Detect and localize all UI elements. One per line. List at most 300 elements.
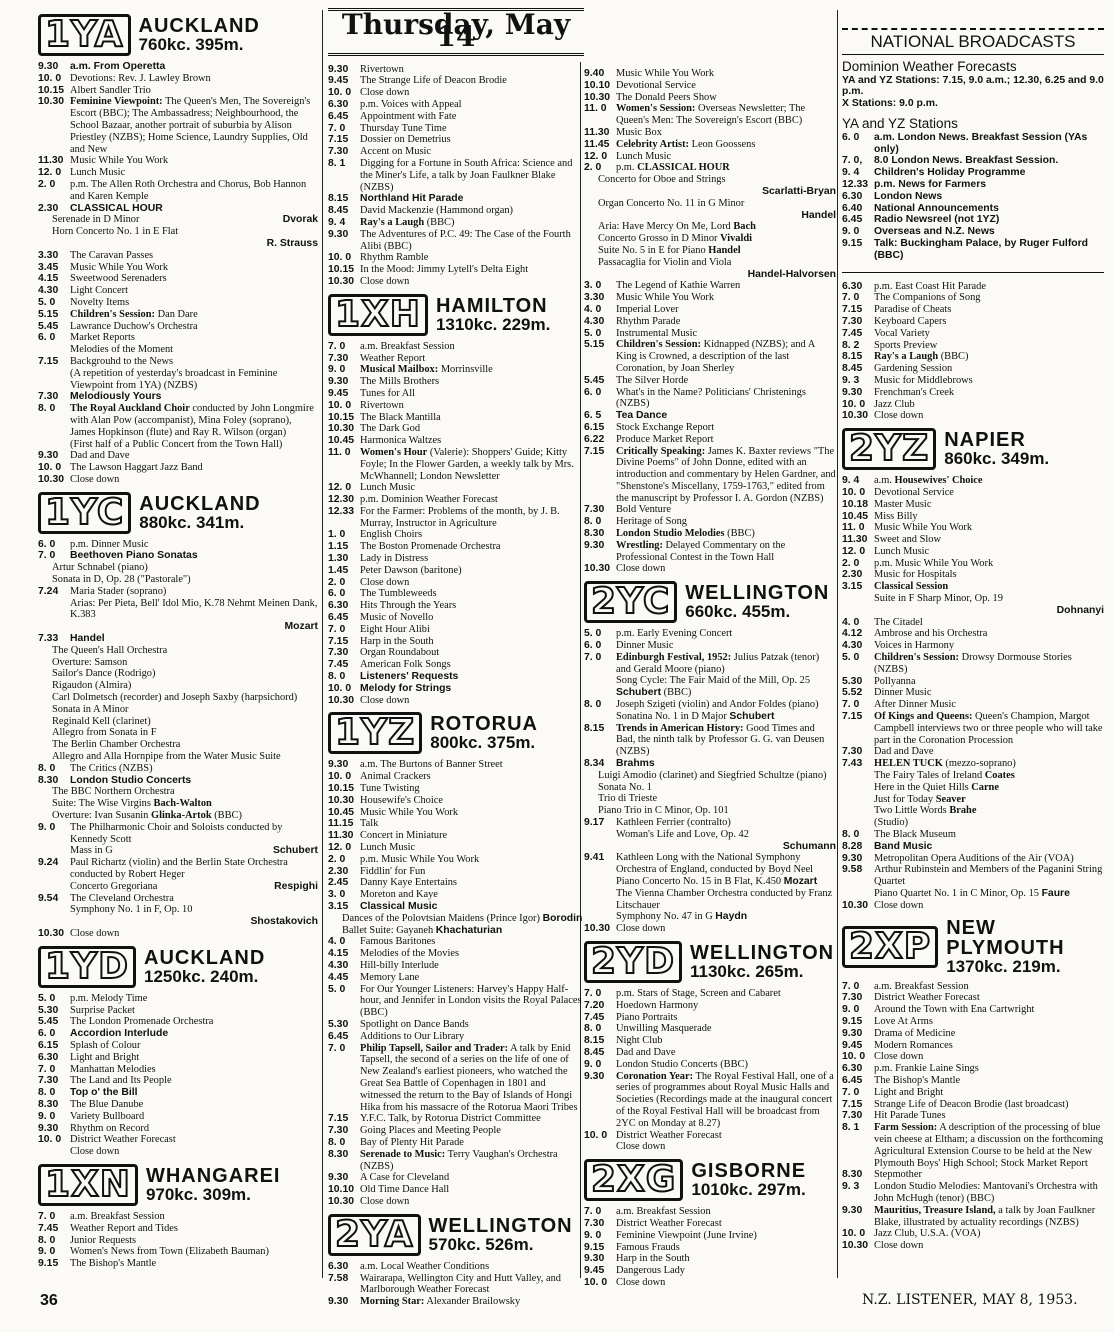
listing-item: 12.30 p.m. Dominion Weather Forecast: [328, 494, 498, 506]
listing-item: 8.30 The Blue Danube: [38, 1098, 144, 1110]
composer: Dohnanyi: [1056, 604, 1104, 616]
national-item: 9.15 Talk: Buckingham Palace, by Ruger Fulford (BBC): [842, 237, 1089, 261]
listing-item: 8. 0 Bay of Plenty Hit Parade: [328, 1136, 464, 1148]
listing-item: 9.54 The Cleveland Orchestra Symphony No. 1 in F, Op. 10: [38, 892, 193, 916]
station-name: WELLINGTON: [428, 1214, 573, 1237]
listing-item: 10. 0 Jazz Club, U.S.A. (VOA): [842, 1228, 981, 1240]
listing-item: 7. 0 a.m. Breakfast Session: [842, 980, 969, 992]
listing-item: 9. 0 Variety Bullboard: [38, 1110, 145, 1122]
listing-item: 7.15 Y.F.C. Talk, by Rotorua District Committee: [328, 1113, 541, 1125]
composer: Schumann: [782, 840, 836, 852]
listing-item: 12. 0 Lunch Music: [328, 482, 416, 494]
listing-item: 7.33 Handel: [38, 633, 105, 645]
listing-item: 7.24 Maria Stader (soprano) Arias: Per Pieta, Bell' Idol Mio, K.78 Nehmt Meinen Dank, K.383: [38, 585, 318, 621]
listing-item: 8.45 Gardening Session: [842, 363, 953, 375]
composer: R. Strauss: [266, 237, 318, 249]
listing-item: 8.34 Brahms: [584, 758, 655, 770]
listing-detail: Horn Concerto No. 1 in E Flat: [52, 226, 179, 238]
listing-item: 4.12 Ambrose and his Orchestra: [842, 628, 988, 640]
listing-item: 9.15 The Bishop's Mantle: [38, 1258, 157, 1270]
listing-item: 12. 0 Lunch Music: [584, 150, 672, 162]
station-header-1yz: [328, 712, 584, 754]
station-call-sign: 2YZ: [842, 428, 936, 470]
listing-item: 9.30 The Mills Brothers: [328, 376, 440, 388]
listing-item: 4. 0 Famous Baritones: [328, 936, 436, 948]
station-name: WHANGAREI: [145, 1164, 281, 1187]
listing-item: 10.15 Tune Twisting: [328, 783, 420, 795]
station-header-2xg: [584, 1159, 836, 1201]
listing-item: 4.30 Voices in Harmony: [842, 640, 955, 652]
listing-item: 9.17 Kathleen Ferrier (contralto) Woman's Life and Love, Op. 42: [584, 817, 749, 840]
listing-item: 10.30 Feminine Viewpoint: The Queen's Men, The Sovereign's Escort (BBC); The Ambassadress; Neighbourhood, the School Bazaar, another portrait of suburbia by Alison Priestley (NZBS); Home Science, Laundry Supplies, Old and New: [38, 96, 311, 155]
listing-item: 3.45 Music While You Work: [38, 261, 169, 273]
station-frequency: 1310kc. 229m.: [435, 314, 551, 334]
listing-item: 5. 0 p.m. Melody Time: [38, 992, 148, 1004]
listing-item: 3.30 The Caravan Passes: [38, 249, 154, 261]
listing-detail: Organ Concerto No. 11 in G Minor: [598, 197, 745, 209]
station-frequency: 660kc. 455m.: [685, 602, 791, 622]
listing-item: 11.30 Music Box: [584, 126, 662, 138]
listing-item: 7. 0 The Companions of Song: [842, 292, 981, 304]
listing-item: 3. 0 The Legend of Kathie Warren: [584, 280, 741, 292]
listing-item: 9.30 The Adventures of P.C. 49: The Case of the Fourth Alibi (BBC): [328, 228, 571, 252]
listing-item: 9. 0 Musical Mailbox: Morrinsville: [328, 364, 493, 376]
station-name: AUCKLAND: [139, 492, 261, 515]
listing-item: 5.30 Pollyanna: [842, 675, 916, 687]
listing-item: 5.45 Lawrance Duchow's Orchestra: [38, 320, 198, 332]
listing-item: 10. 0 The Lawson Haggart Jazz Band: [38, 462, 203, 474]
listing-item: 7. 0 Beethoven Piano Sonatas: [38, 550, 198, 562]
listing-item: 6.15 Splash of Colour: [38, 1039, 141, 1051]
listing-item: 5.30 Surprise Packet: [38, 1004, 135, 1016]
listing-item: 5. 0 For Our Younger Listeners: Harvey's Happy Half-hour, and Jennifer in London visits the Royal Palaces (BBC): [328, 983, 582, 1019]
listing-item: 10.15 Albert Sandler Trio: [38, 84, 151, 96]
listing-detail: Serenade in D Minor Dvorak: [52, 214, 318, 226]
listing-item: 10.10 Devotional Service: [584, 79, 696, 91]
page-date-heading: Thursday, May 14: [328, 8, 584, 56]
listing-item: 6.30 Hits Through the Years: [328, 600, 457, 612]
listing-item: 7. 0 After Dinner Music: [842, 699, 956, 711]
listing-item: 9.30 Dad and Dave: [38, 450, 130, 462]
listing-detail: Aria: Have Mercy On Me, Lord Bach Concerto Grosso in D Minor Vivaldi Suite No. 5 in E for Piano Handel Passacaglia for Violin and Viola: [598, 221, 756, 268]
listing-item: 10. 0 Melody for Strings: [328, 682, 452, 694]
listing-item: 10.30 Close down: [842, 410, 924, 422]
national-broadcasts-heading: NATIONAL BROADCASTS: [842, 28, 1104, 55]
listing-item: 7.45 American Folk Songs: [328, 659, 451, 671]
listing-item: 7. 0 Eight Hour Alibi: [328, 623, 430, 635]
page-number: 36: [40, 1292, 58, 1309]
composer: Handel-Halvorsen: [747, 268, 836, 280]
listing-item: 7. 0 Thursday Tune Time: [328, 122, 447, 134]
listing-item: 4. 0 Imperial Lover: [584, 303, 679, 315]
listing-item: 8.15 Ray's a Laugh (BBC): [842, 351, 969, 363]
listing-item: 6.30 p.m. Frankie Laine Sings: [842, 1063, 979, 1075]
listing-item: 5. 0 Novelty Items: [38, 296, 130, 308]
listing-item: 9.30 Metropolitan Opera Auditions of the Air (VOA): [842, 852, 1074, 864]
listing-item: 7. 0 p.m. Stars of Stage, Screen and Cabaret: [584, 987, 781, 999]
column-divider: [837, 10, 838, 1278]
listing-item: 9.30 a.m. The Burtons of Banner Street: [328, 759, 503, 771]
listing-item: 7.15 Critically Speaking: James K. Baxter reviews "The Divine Poems" of John Donne, edited with an introduction and commentary by Helen Gardner, and "Shenstone's Miscellany, 1759-1763," edited from the manuscript by Professor I. A. Gordon (NZBS): [584, 445, 836, 504]
listing-item: 9.30 Rivertown: [328, 63, 404, 75]
station-name: AUCKLAND: [144, 946, 266, 969]
listing-item: 3.15 Classical Session Suite in F Sharp Minor, Op. 19: [842, 581, 1003, 605]
listing-item: 7.30 District Weather Forecast: [584, 1217, 722, 1229]
station-frequency: 1130kc. 265m.: [690, 961, 804, 981]
listing-item: 10. 0 District Weather Forecast Close down: [584, 1129, 722, 1153]
listing-item: 2.45 Danny Kaye Entertains: [328, 877, 457, 889]
listing-item: 10.18 Master Music: [842, 498, 932, 510]
listing-item: 9.15 Love At Arms: [842, 1015, 933, 1027]
listing-item: 4.45 Memory Lane: [328, 971, 420, 983]
station-call-sign: 2YD: [584, 941, 682, 983]
listing-item: 6.45 The Bishop's Mantle: [842, 1074, 961, 1086]
listing-item: 10.30 Close down: [584, 923, 666, 935]
listing-item: 8.28 Band Music: [842, 840, 933, 852]
listing-item: 6. 0 The Tumbleweeds: [328, 588, 437, 600]
listing-item: 9.15 Famous Frauds: [584, 1241, 680, 1253]
station-header-1xn: [38, 1164, 318, 1206]
listing-item: 7.30 Going Places and Meeting People: [328, 1125, 501, 1137]
listing-item: 2. 0 p.m. CLASSICAL HOUR: [584, 162, 730, 174]
listing-item: 11. 0 Women's Session: Overseas Newsletter; The Queen's Men: The Sovereign's Escort (BBC): [584, 103, 806, 127]
station-name: HAMILTON: [435, 294, 548, 317]
listing-item: 9.41 Kathleen Long with the National Symphony Orchestra of England, conducted by Boyd Neel Piano Concerto No. 15 in B Flat, K.450 Mozart The Vienna Chamber Orchestra conducted by Franz Litschauer Symphony No. 47 in G Haydn: [584, 852, 833, 923]
listing-item: 7. 0 a.m. Breakfast Session: [584, 1206, 711, 1218]
listing-item: 10. 0 Jazz Club: [842, 398, 915, 410]
listing-item: 10. 0 Close down: [328, 87, 410, 99]
national-item: 7. 0, 8.0 London News. Breakfast Session.: [842, 155, 1059, 167]
weather-forecast-line: X Stations: 9.0 p.m.: [842, 98, 938, 110]
listing-item: 4.30 Hill-billy Interlude: [328, 959, 439, 971]
listing-item: 11. 0 Music While You Work: [842, 522, 973, 534]
listing-item: 9.45 Dangerous Lady: [584, 1265, 685, 1277]
listing-item: 6. 0 What's in the Name? Politicians' Christenings (NZBS): [584, 386, 806, 410]
listing-item: 11.15 Talk: [328, 818, 379, 830]
listing-item: 7.30 Organ Roundabout: [328, 647, 440, 659]
listing-item: 11.45 Celebrity Artist: Leon Goossens: [584, 138, 756, 150]
listing-item: 1.45 Peter Dawson (baritone): [328, 564, 462, 576]
listing-item: 10.30 Close down: [584, 563, 666, 575]
listing-item: 3.15 Classical Music: [328, 901, 438, 912]
station-call-sign: 1XH: [328, 294, 428, 336]
listing-item: 8.15 Night Club: [584, 1035, 663, 1047]
listing-detail: Concerto for Oboe and Strings: [598, 174, 726, 186]
listing-item: 10.15 In the Mood: Jimmy Lytell's Delta Eight: [328, 264, 529, 276]
station-frequency: 880kc. 341m.: [139, 512, 245, 532]
listing-item: 10. 0 Devotional Service: [842, 486, 954, 498]
listing-item: 8. 0 Top o' the Bill: [38, 1087, 138, 1099]
listing-item: 9.30 Mauritius, Treasure Island, a talk by Joan Faulkner Blake, illustrated by actuality recordings (NZBS): [842, 1204, 1096, 1228]
listing-item: 9.30 Drama of Medicine: [842, 1027, 956, 1039]
listing-item: 2.30 Music for Hospitals: [842, 569, 957, 581]
listing-item: 8. 0 Heritage of Song: [584, 516, 687, 528]
listing-item: 8. 0 The Critics (NZBS): [38, 762, 153, 774]
listing-item: 10.45 Harmonica Waltzes: [328, 435, 442, 447]
listing-item: 7.15 Harp in the South: [328, 635, 434, 647]
listing-item: 10.30 Close down: [328, 275, 410, 287]
listing-item: 7.20 Hoedown Harmony: [584, 999, 699, 1011]
listing-item: 8.45 David Mackenzie (Hammond organ): [328, 205, 514, 217]
listing-item: 2. 0 Close down: [328, 576, 410, 588]
listing-item: 7. 0 a.m. Breakfast Session: [38, 1210, 165, 1222]
station-call-sign: 1YZ: [328, 712, 422, 754]
listing-item: 6. 0 Market Reports Melodies of the Moment: [38, 332, 174, 356]
listing-item: 9. 3 London Studio Melodies: Mantovani's Orchestra with John McHugh (tenor) (BBC): [842, 1181, 1098, 1204]
listing-item: 9.30 Coronation Year: The Royal Festival Hall, one of a series of programmes about Royal Music Halls and Societies (Recordings made at the inaugural concert of the Royal Festival Hall will be broadcast from 2YC on Monday at 8.27): [584, 1070, 834, 1129]
listing-item: 4.30 Light Concert: [38, 285, 129, 297]
listing-item: 7.15 Of Kings and Queens: Queen's Champion, Margot Campbell interviews two or three people who will take part in the Coronation Procession: [842, 711, 1103, 746]
station-header-2yc: [584, 581, 836, 623]
listing-item: 6. 0 Accordion Interlude: [38, 1028, 169, 1040]
listing-item: 4. 0 The Citadel: [842, 616, 923, 628]
listing-item: 7. 0 Light and Bright: [842, 1086, 944, 1098]
listing-item: 9.30 Morning Star: Alexander Brailowsky: [328, 1296, 521, 1308]
listing-item: 10.30 Close down: [842, 899, 924, 911]
listing-item: 8. 0 Joseph Szigeti (violin) and Andor Foldes (piano) Sonatina No. 1 in D Major Schubert: [584, 699, 819, 722]
column-3: [584, 68, 836, 1289]
listing-item: 11.30 Music While You Work: [38, 155, 169, 167]
station-name: NEW PLYMOUTH: [946, 916, 1065, 959]
listing-item: 5.15 Children's Session: Kidnapped (NZBS); and A King is Crowned, a description of the last Coronation, by Joan Sherley: [584, 339, 815, 374]
listing-item: 8.30 Serenade to Music: Terry Vaughan's Orchestra (NZBS): [328, 1148, 558, 1172]
listing-item: 7.15 Dossier on Demetrius: [328, 134, 451, 146]
listing-item: 10. 0 Animal Crackers: [328, 771, 431, 783]
station-header-2ya: [328, 1214, 584, 1256]
listing-item: 7. 0 Manhattan Melodies: [38, 1063, 156, 1075]
listing-item: 5.45 The Silver Horde: [584, 374, 689, 386]
station-header-2yz: [842, 428, 1104, 470]
listing-item: 5.52 Dinner Music: [842, 687, 932, 699]
listing-item: 7.15 Backgrouhd to the News (A repetition of yesterday's broadcast in Feminine Viewpoint from 1YA) (NZBS): [38, 355, 278, 391]
listing-item: 10.45 Miss Billy: [842, 510, 918, 522]
listing-detail: Dances of the Polovtsian Maidens (Prince Igor) Borodin Ballet Suite: Gayaneh Khachaturian: [342, 912, 583, 936]
listing-item: 8. 0 The Black Museum: [842, 829, 956, 841]
listing-item: 7.43 HELEN TUCK (mezzo-soprano) The Fairy Tales of Ireland Coates Here in the Quiet Hills Carne Just for Today Seaver Two Little Words Brahe (Studio): [842, 758, 1016, 829]
national-item: 9. 4 Children's Holiday Programme: [842, 167, 1026, 179]
listing-item: 7.15 Strange Life of Deacon Brodie (last broadcast): [842, 1098, 1069, 1110]
listing-item: 8.15 Northland Hit Parade: [328, 193, 464, 205]
listing-item: 9.45 Tunes for All: [328, 387, 416, 399]
listing-item: 7.45 Vocal Variety: [842, 327, 930, 339]
station-frequency: 970kc. 309m.: [145, 1184, 251, 1204]
station-frequency: 570kc. 526m.: [428, 1234, 534, 1254]
listing-item: 10.30 Close down: [38, 473, 120, 485]
listing-item: 5.30 Spotlight on Dance Bands: [328, 1018, 469, 1030]
weather-forecast-line: YA and YZ Stations: 7.15, 9.0 a.m.; 12.30, 6.25 and 9.0 p.m.: [842, 74, 1104, 98]
national-item: 6.30 London News: [842, 190, 943, 202]
listing-item: 10.30 Close down: [38, 927, 120, 939]
listing-item: 6.30 p.m. Voices with Appeal: [328, 98, 462, 110]
station-name: ROTORUA: [430, 713, 538, 736]
publication-line: N.Z. LISTENER, MAY 8, 1953.: [862, 1292, 1078, 1308]
listing-item: 8.15 Trends in American History: Good Times and Bad, the ninth talk by Professor G. G. van Deusen (NZBS): [584, 722, 825, 758]
station-call-sign: 1YA: [38, 14, 131, 56]
station-header-1ya: [38, 14, 318, 56]
listing-item: 9. 0 Feminine Viewpoint (June Irvine): [584, 1229, 757, 1241]
listing-item: 2.30 CLASSICAL HOUR: [38, 202, 163, 214]
station-frequency: 800kc. 375m.: [430, 733, 536, 753]
listing-item: 4.15 Melodies of the Movies: [328, 948, 459, 960]
station-call-sign: 2YA: [328, 1214, 421, 1256]
listing-item: 9.58 Arthur Rubinstein and Members of the Paganini String Quartet Piano Quartet No. 1 in C Minor, Op. 15 Faure: [842, 864, 1103, 899]
listing-item: 7.30 Melodiously Yours: [38, 391, 162, 403]
listing-item: 12. 0 Lunch Music: [842, 545, 930, 557]
listing-item: 9.45 Modern Romances: [842, 1039, 953, 1051]
composer: Shostakovich: [250, 916, 318, 928]
listing-item: 6.22 Produce Market Report: [584, 433, 714, 445]
listing-item: 5.45 The London Promenade Orchestra: [38, 1016, 214, 1028]
listing-item: 10.30 The Dark God: [328, 423, 421, 435]
listing-item: 10. 0 Close down: [584, 1276, 666, 1288]
listing-item: 9. 4 Ray's a Laugh (BBC): [328, 216, 455, 228]
weather-forecasts-title: Dominion Weather Forecasts: [842, 58, 1017, 74]
national-item: 6. 0 a.m. London News. Breakfast Session (YAs only): [842, 131, 1088, 155]
listing-detail: Artur Schnabel (piano) Sonata in D, Op. 28 ("Pastorale"): [52, 562, 191, 586]
listing-item: 1.15 The Boston Promenade Orchestra: [328, 541, 501, 553]
national-item: 12.33 p.m. News for Farmers: [842, 178, 987, 190]
listing-item: 1.30 Lady in Distress: [328, 553, 429, 565]
composer: Mozart: [284, 621, 318, 633]
station-frequency: 860kc. 349m.: [944, 449, 1050, 469]
station-name: AUCKLAND: [138, 15, 260, 37]
listing-detail: Luigi Amodio (clarinet) and Siegfried Schultze (piano) Sonata No. 1 Trio di Trieste Piano Trio in C Minor, Op. 101: [598, 769, 827, 817]
listing-item: 9.30 Frenchman's Creek: [842, 386, 955, 398]
station-call-sign: 2XP: [842, 926, 938, 968]
listing-item: 3. 0 Moreton and Kaye: [328, 889, 438, 901]
station-call-sign: 1XN: [38, 1164, 138, 1206]
listing-item: 8. 2 Sports Preview: [842, 339, 938, 351]
composer: Scarlatti-Bryan: [762, 185, 836, 197]
listing-item: 8. 0 Junior Requests: [38, 1234, 137, 1246]
national-item: 6.40 National Announcements: [842, 202, 999, 214]
station-name: GISBORNE: [691, 1160, 807, 1183]
listing-item: 7.30 Accent on Music: [328, 146, 431, 158]
listing-item: 10.30 Close down: [328, 1195, 410, 1207]
listing-item: 6.45 Appointment with Fate: [328, 110, 457, 122]
ya-yz-stations-title: YA and YZ Stations: [842, 115, 958, 131]
listing-item: 11. 0 Women's Hour (Valerie): Shoppers' Guide; Kitty Foyle; In the Flower Garden, a weekly talk by Mrs. McWhannell; London Newsletter: [328, 446, 574, 482]
column-1: [38, 8, 318, 1270]
station-call-sign: 2XG: [584, 1159, 683, 1201]
listing-item: 7.30 District Weather Forecast: [842, 992, 980, 1004]
station-call-sign: 1YD: [38, 946, 136, 988]
station-header-1xh: [328, 294, 584, 336]
listing-item: 2. 0 p.m. Music While You Work: [328, 853, 480, 865]
listing-item: 8. 0 Listeners' Requests: [328, 671, 459, 683]
listing-item: 7. 0 a.m. Breakfast Session: [328, 340, 455, 352]
listing-item: 9.30 A Case for Cleveland: [328, 1172, 450, 1184]
listing-item: 9.30 Rhythm on Record: [38, 1122, 150, 1134]
listing-item: 9.30 Wrestling: Delayed Commentary on the Professional Contest in the Town Hall: [584, 539, 786, 563]
listing-item: 9.30 Harp in the South: [584, 1253, 690, 1265]
listing-item: 9. 0 Women's News from Town (Elizabeth Bauman): [38, 1246, 269, 1258]
listing-item: 8. 1 Farm Session: A description of the processing of blue vein cheese at Eltham; a discussion on the forthcoming Agricultural Extension Course to be held at the New Plymouth Boys' High School; Stock Market Report: [842, 1122, 1104, 1169]
listing-item: 7.58 Wairarapa, Wellington City and Hutt Valley, and Marlborough Weather Forecast: [328, 1272, 561, 1296]
listing-item: 12. 0 Lunch Music: [38, 167, 126, 179]
listing-item: 6. 0 Dinner Music: [584, 640, 674, 652]
listing-item: 5. 0 p.m. Early Evening Concert: [584, 628, 733, 640]
listing-item: 1. 0 English Choirs: [328, 529, 423, 541]
column-4: [842, 28, 1104, 1252]
listing-item: 2. 0 p.m. Music While You Work: [842, 557, 994, 569]
listing-item: 9.45 The Strange Life of Deacon Brodie: [328, 75, 507, 87]
listing-item: 7.45 Weather Report and Tides: [38, 1222, 178, 1234]
listing-item: 5.15 Children's Session: Dan Dare: [38, 308, 198, 320]
listing-item: 7.30 Keyboard Capers: [842, 315, 947, 327]
listing-item: 4.30 Rhythm Parade: [584, 315, 681, 327]
listing-item: 10.30 Close down: [328, 694, 410, 706]
listing-detail: The BBC Northern Orchestra Suite: The Wise Virgins Bach-Walton Overture: Ivan Susanin Glinka-Artok (BBC): [52, 786, 242, 822]
listing-item: 7.30 Weather Report: [328, 352, 426, 364]
composer: Handel: [801, 209, 836, 221]
listing-item: 9. 0 London Studio Concerts (BBC): [584, 1058, 748, 1070]
station-header-1yd: [38, 946, 318, 988]
listing-item: 8.30 London Studio Concerts: [38, 774, 192, 786]
listing-item: 10.30 Close down: [842, 1240, 924, 1252]
listing-item: 6.45 Music of Novello: [328, 612, 434, 624]
listing-item: 9.40 Music While You Work: [584, 68, 715, 79]
listing-item: 9. 3 Music for Middlebrows: [842, 374, 973, 386]
listing-item: 2. 0 p.m. The Allen Roth Orchestra and Chorus, Bob Hannon and Karen Kemple: [38, 178, 307, 202]
listing-item: 9.24 Paul Richartz (violin) and the Berlin State Orchestra conducted by Robert Heger Concerto Gregoriana Respighi: [38, 857, 318, 892]
listing-item: 12.33 For the Farmer: Problems of the month, by J. B. Murray, Instructor in Agriculture: [328, 505, 560, 529]
listing-item: 4.15 Sweetwood Serenaders: [38, 273, 167, 285]
listing-item: 6.30 p.m. East Coast Hit Parade: [842, 280, 986, 292]
listing-item: 8.45 Dad and Dave: [584, 1046, 676, 1058]
station-call-sign: 2YC: [584, 581, 677, 623]
listing-item: 11.30 Concert in Miniature: [328, 830, 448, 842]
national-item: 9. 0 Overseas and N.Z. News: [842, 226, 995, 238]
station-call-sign: 1YC: [38, 492, 131, 534]
station-frequency: 760kc. 395m.: [138, 35, 244, 54]
station-name: NAPIER: [944, 429, 1026, 452]
listing-item: 10.30 The Donald Peers Show: [584, 91, 717, 103]
listing-item: 7.15 Paradise of Cheats: [842, 304, 952, 316]
listing-item: 10. 0 District Weather Forecast Close down: [38, 1134, 176, 1158]
listing-item: 7.45 Piano Portraits: [584, 1011, 678, 1023]
listing-item: 10.45 Music While You Work: [328, 806, 459, 818]
listing-item: 10. 0 Close down: [842, 1051, 924, 1063]
listing-item: 6.30 a.m. Local Weather Conditions: [328, 1260, 490, 1272]
listing-item: 8. 0 Unwilling Masquerade: [584, 1023, 712, 1035]
listing-item: 7. 0 Philip Tapsell, Sailor and Trader: A talk by Enid Tapsell, the second of a series on the life of one of New Zealand's earliest pioneers, who watched the Great Sea Battle of Copenhagen in 1801 and witnessed the return to the Bay of Islands of Hongi Hika from his massacre of the Rotorua Maori Tribes: [328, 1042, 578, 1113]
station-name: WELLINGTON: [685, 582, 830, 605]
station-frequency: 1250kc. 240m.: [144, 966, 259, 986]
listing-item: 9. 4 a.m. Housewives' Choice: [842, 475, 983, 487]
station-name: WELLINGTON: [690, 941, 835, 964]
listing-item: 7.30 Hit Parade Tunes: [842, 1110, 946, 1122]
listing-item: 7.30 Dad and Dave: [842, 746, 934, 758]
listing-item: 6.30 Light and Bright: [38, 1051, 140, 1063]
listing-item: 9. 0 The Philharmonic Choir and Soloists conducted by Kennedy Scott Mass in G Schubert: [38, 821, 318, 857]
listing-item: 2.30 Fiddlin' for Fun: [328, 865, 426, 877]
listing-item: 7.30 Bold Venture: [584, 504, 671, 516]
listing-item: 10.30 Housewife's Choice: [328, 794, 443, 806]
station-header-2yd: [584, 941, 836, 983]
listing-item: 10. 0 Rivertown: [328, 399, 404, 411]
listing-item: 5. 0 Children's Session: Drowsy Dormouse Stories (NZBS): [842, 652, 1072, 675]
listing-item: 3.30 Music While You Work: [584, 292, 715, 304]
listing-item: 8. 0 The Royal Auckland Choir conducted by John Longmire with Alan Pow (accompanist), Mina Foley (soprano), James Hopkinson (flute) and Ray R. Wilson (organ) (First half of a Public Concert from the Town Hall): [38, 403, 314, 450]
listing-item: 6.15 Stock Exchange Report: [584, 421, 715, 433]
listing-item: 8.30 Stepmother: [842, 1169, 922, 1181]
listing-item: 9. 0 Around the Town with Ena Cartwright: [842, 1004, 1035, 1016]
listing-item: 8. 1 Digging for a Fortune in South Africa: Science and the Miner's Life, a talk by Joan Faulkner Blake (NZBS): [328, 157, 573, 193]
listing-item: 6. 5 Tea Dance: [584, 410, 668, 422]
listing-item: 5. 0 Instrumental Music: [584, 327, 698, 339]
listing-item: 6.45 Additions to Our Library: [328, 1030, 465, 1042]
